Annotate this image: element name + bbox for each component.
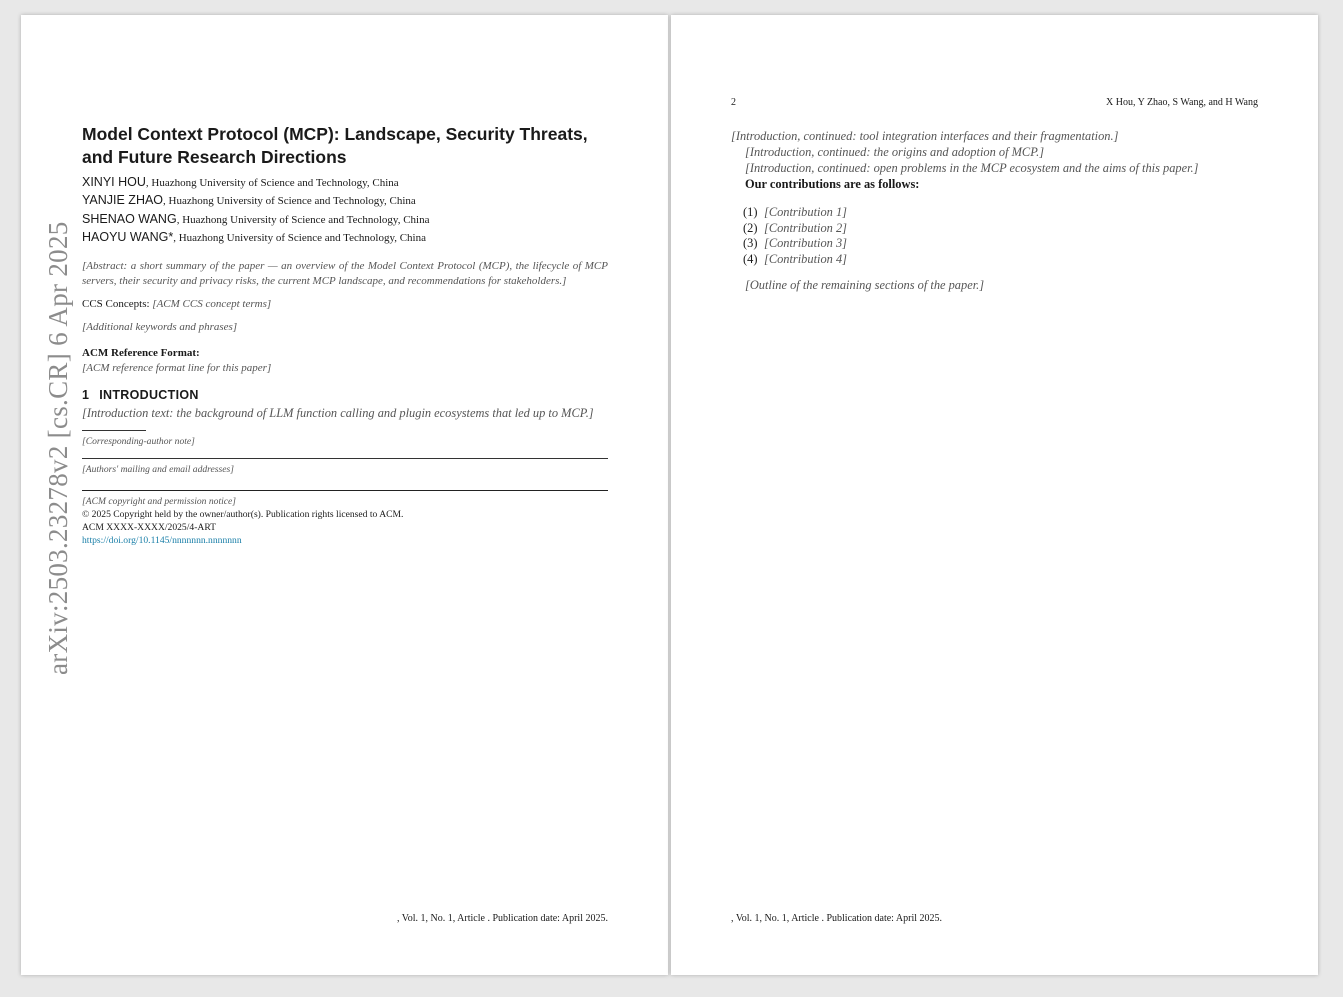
author-entry	[82, 229, 608, 247]
author-name: HAOYU WANG*	[82, 229, 174, 244]
doi-link[interactable]: https://doi.org/10.1145/nnnnnnn.nnnnnnn	[82, 534, 242, 546]
contributions-list	[731, 205, 1258, 269]
acm-id: ACM XXXX-XXXX/2025/4-ART	[82, 521, 216, 533]
author-entry	[82, 192, 608, 210]
ccs-text: [ACM CCS concept terms]	[152, 297, 272, 310]
author-name: SHENAO WANG	[82, 211, 177, 226]
author-list	[82, 174, 608, 247]
list-item-text: [Contribution 3]	[764, 236, 847, 251]
list-item-text: [Contribution 4]	[764, 252, 847, 267]
section-heading-introduction	[82, 388, 608, 402]
authors-addresses: [Authors' mailing and email addresses]	[82, 463, 235, 475]
page-number: 2	[731, 97, 736, 108]
ccs-concepts	[82, 297, 608, 312]
list-item-text: [Contribution 2]	[764, 220, 847, 235]
contributions-heading: Our contributions are as follows:	[745, 176, 920, 191]
paper-title: Model Context Protocol (MCP): Landscape, Security Threats, and Future Research Directions	[82, 124, 588, 167]
arxiv-stamp: arXiv:2503.23278v2 [cs.CR] 6 Apr 2025	[43, 221, 73, 675]
author-name: XINYI HOU	[82, 175, 146, 189]
intro-paragraph: [Introduction text: the background of LLM function calling and plugin ecosystems that led up to MCP.]	[82, 405, 594, 420]
running-authors: X Hou, Y Zhao, S Wang, and H Wang	[1106, 97, 1258, 108]
keywords: [Additional keywords and phrases]	[82, 320, 238, 333]
list-item	[731, 221, 1258, 237]
footnote-corresponding-author: [Corresponding-author note]	[82, 435, 195, 447]
permission-notice: [ACM copyright and permission notice]	[82, 495, 237, 507]
body-paragraph: [Introduction, continued: open problems in the MCP ecosystem and the aims of this paper.]	[745, 160, 1199, 175]
author-affiliation: , Huazhong University of Science and Technology, China	[176, 213, 430, 226]
running-head	[731, 97, 1258, 108]
main-column	[731, 129, 1258, 294]
front-matter	[82, 123, 608, 547]
author-name: YANJIE ZHAO	[82, 193, 164, 208]
list-item	[731, 205, 1258, 221]
list-item	[731, 236, 1258, 252]
author-affiliation: , Huazhong University of Science and Technology, China	[145, 177, 399, 189]
acm-reference	[82, 346, 608, 376]
list-item-text: [Contribution 1]	[764, 204, 847, 219]
page-footer: , Vol. 1, No. 1, Article . Publication date: April 2025.	[731, 913, 943, 924]
permission-rule	[82, 490, 608, 491]
acm-reference-text: [ACM reference format line for this paper]	[82, 362, 272, 375]
author-entry	[82, 211, 608, 229]
paper-page-2	[671, 15, 1318, 975]
author-affiliation: , Huazhong University of Science and Technology, China	[173, 231, 426, 244]
list-marker: (1)	[743, 204, 758, 219]
footnote-rule	[82, 430, 146, 431]
addresses-rule	[82, 458, 608, 459]
list-item	[731, 252, 1258, 268]
list-marker: (4)	[743, 252, 758, 267]
author-affiliation: , Huazhong University of Science and Technology, China	[163, 195, 416, 208]
roadmap-paragraph: [Outline of the remaining sections of the paper.]	[745, 278, 985, 293]
list-marker: (3)	[743, 236, 758, 251]
author-entry	[82, 174, 608, 192]
section-title: INTRODUCTION	[99, 387, 199, 402]
section-number: 1	[82, 387, 90, 402]
list-marker: (2)	[743, 220, 758, 235]
ccs-label: CCS Concepts:	[82, 297, 153, 310]
acm-reference-label: ACM Reference Format:	[82, 347, 200, 360]
copyright-line: © 2025 Copyright held by the owner/author(s). Publication rights licensed to ACM.	[82, 508, 404, 520]
abstract: [Abstract: a short summary of the paper — an overview of the Model Context Protocol (MCP), the lifecycle of MCP servers, their security and privacy risks, the current MCP landscape, and recommendations for stakeholders.]	[82, 260, 608, 287]
body-paragraph: [Introduction, continued: tool integration interfaces and their fragmentation.]	[731, 129, 1119, 143]
page-footer: , Vol. 1, No. 1, Article . Publication date: April 2025.	[396, 913, 608, 924]
paper-page-1	[21, 15, 668, 975]
body-paragraph: [Introduction, continued: the origins and adoption of MCP.]	[745, 144, 1045, 159]
